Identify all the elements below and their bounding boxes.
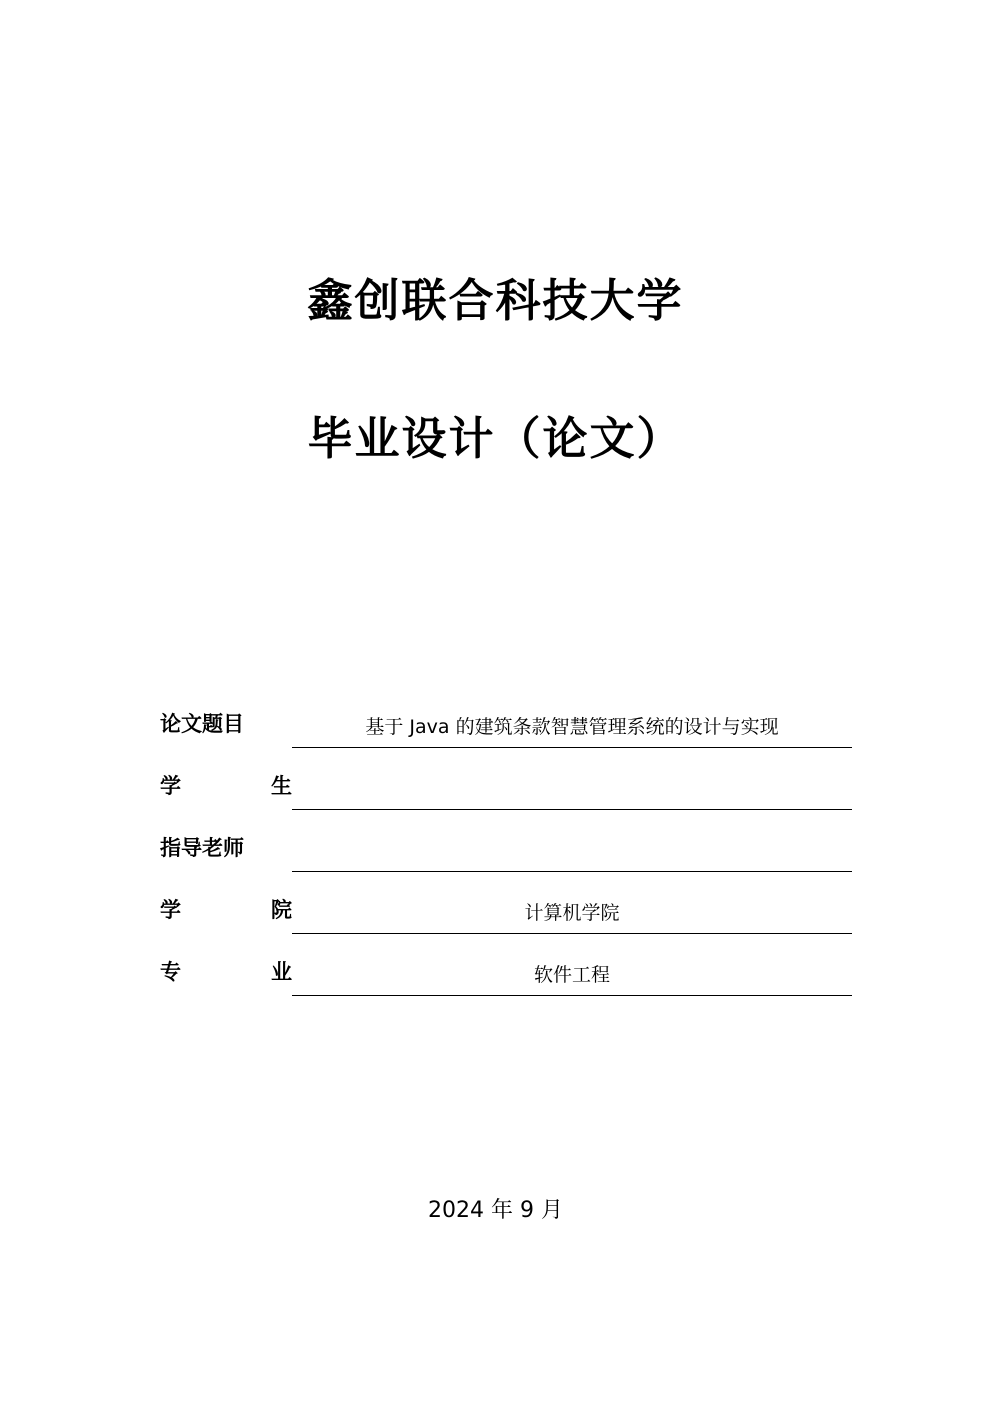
info-row	[160, 686, 852, 748]
label-char: 专	[160, 960, 181, 984]
info-row	[160, 810, 852, 872]
field-label-college	[160, 894, 292, 934]
field-value-college[interactable]: 计算机学院	[292, 902, 852, 934]
info-row	[160, 934, 852, 996]
cover-info-table	[160, 686, 852, 996]
field-label-student	[160, 770, 292, 810]
university-name: 鑫创联合科技大学	[307, 274, 684, 327]
field-label-major	[160, 956, 292, 996]
label-char: 业	[271, 960, 292, 984]
field-value-major[interactable]: 软件工程	[292, 964, 852, 996]
label-char: 生	[271, 774, 292, 798]
info-row	[160, 748, 852, 810]
cover-date: 2024 年 9 月	[428, 1198, 563, 1223]
info-row	[160, 872, 852, 934]
label-char: 学	[160, 898, 181, 922]
field-value-advisor[interactable]	[292, 842, 852, 872]
document-type: 毕业设计（论文）	[307, 412, 684, 465]
label-char: 学	[160, 774, 181, 798]
field-value-student[interactable]	[292, 780, 852, 810]
title-block	[0, 274, 991, 465]
label-char: 院	[271, 898, 292, 922]
field-label-thesis-title: 论文题目	[160, 712, 244, 736]
field-value-thesis-title[interactable]: 基于 Java 的建筑条款智慧管理系统的设计与实现	[292, 716, 852, 748]
field-label-advisor: 指导老师	[160, 836, 244, 860]
